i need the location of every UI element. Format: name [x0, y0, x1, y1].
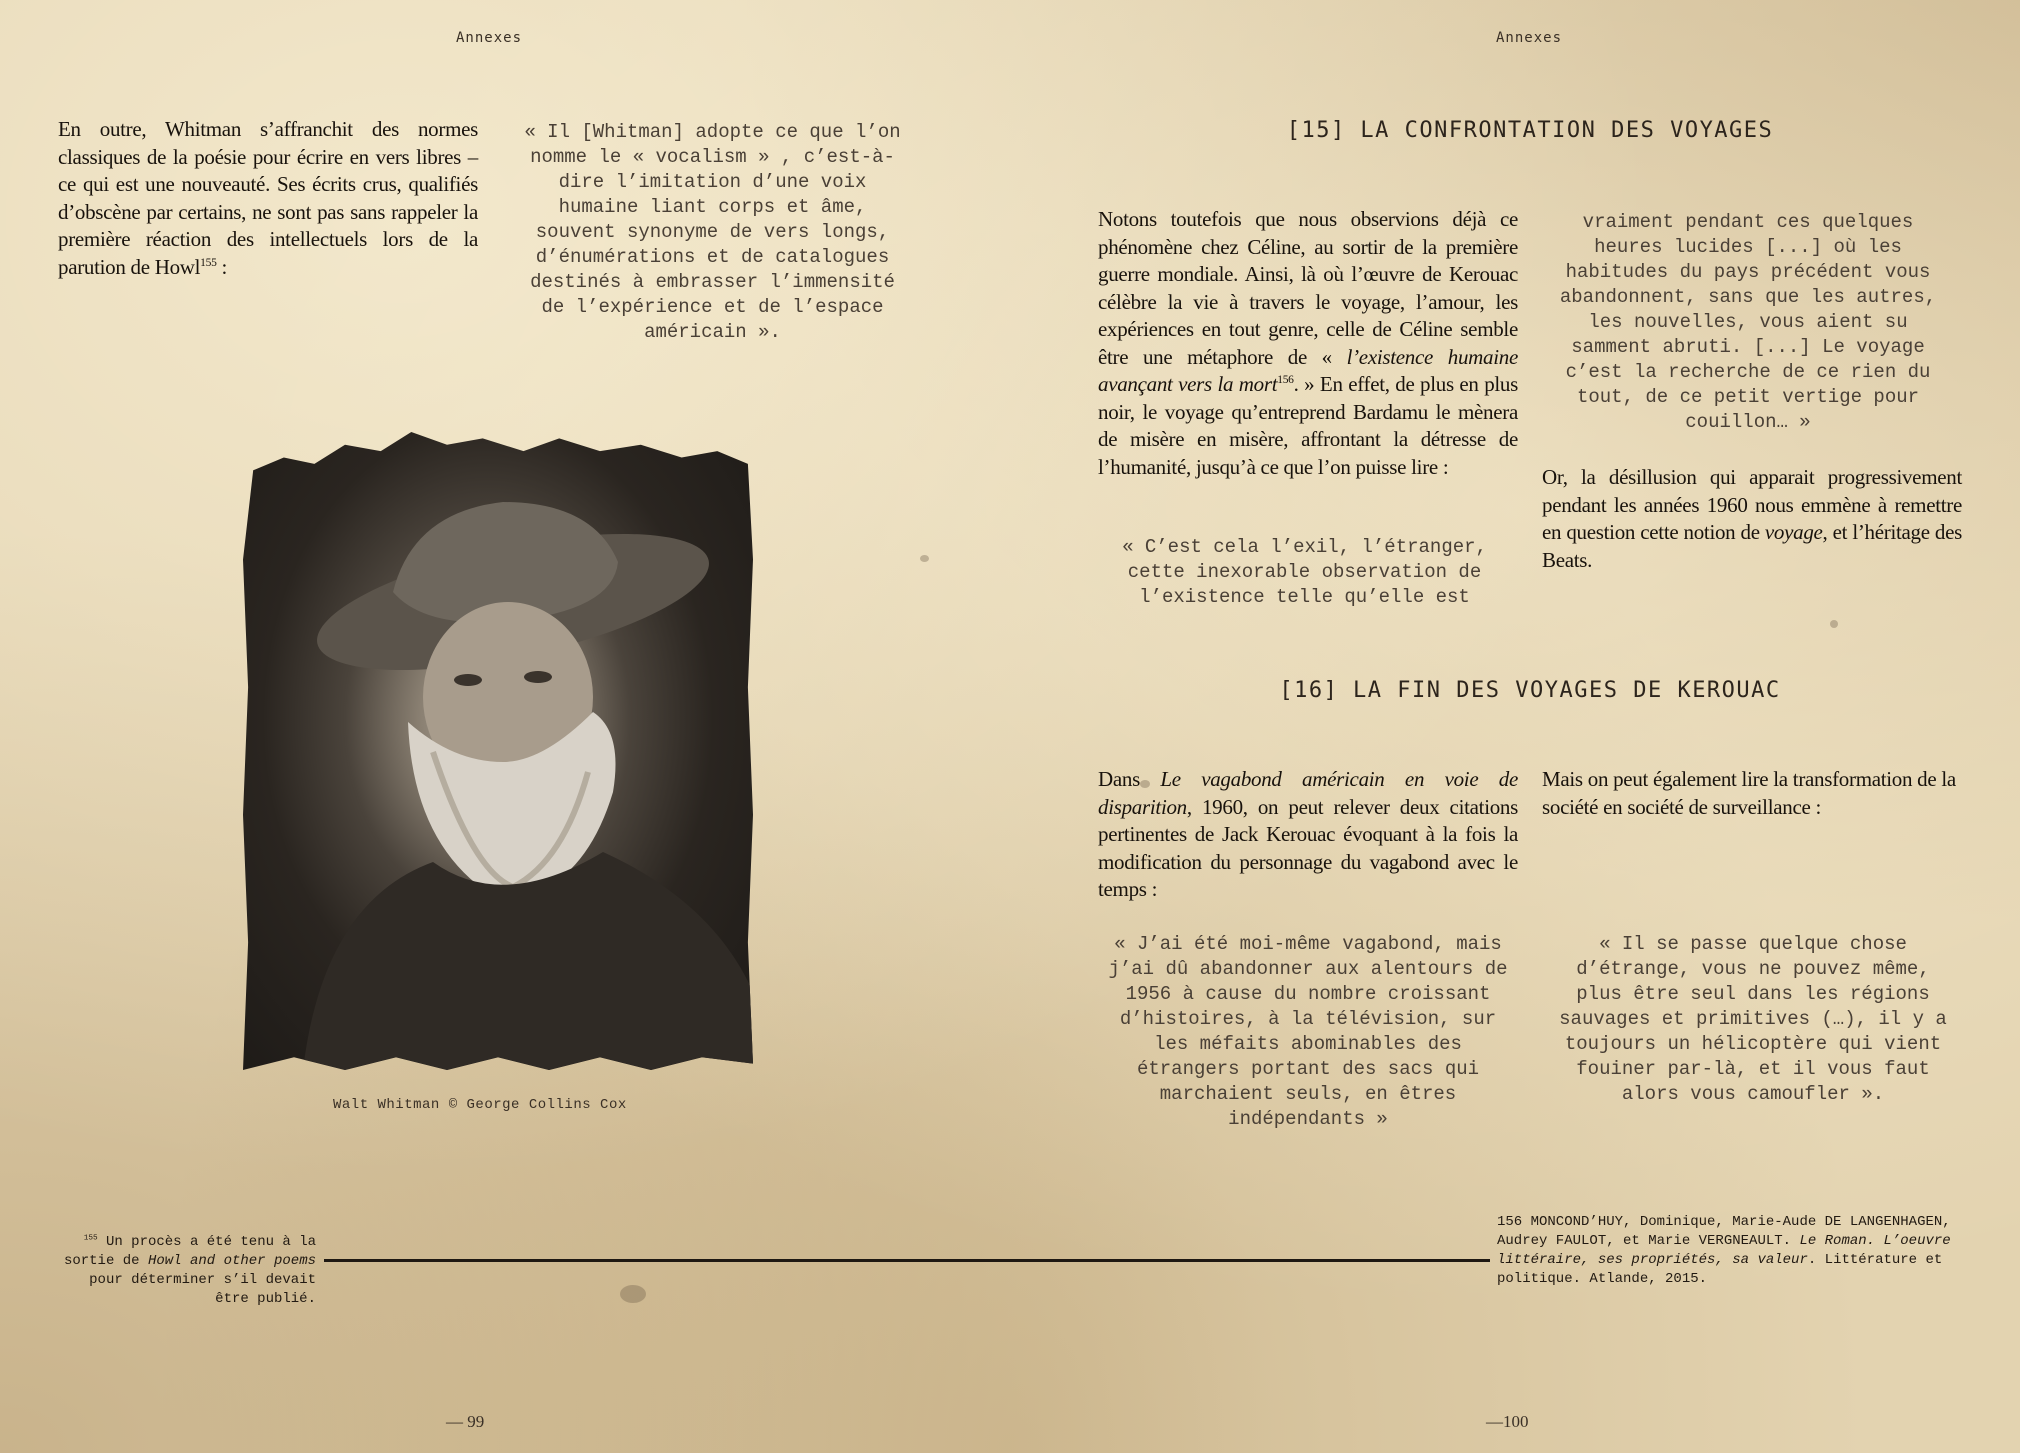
- footnote-divider: [324, 1259, 1490, 1262]
- s16-text-a-start: Dans: [1098, 767, 1161, 791]
- paper-speck: [920, 555, 929, 562]
- page-number-right: —100: [1486, 1412, 1529, 1431]
- celine-quote-part-1: « C’est cela l’exil, l’étranger, cette inexorable observation de l’existence telle qu’elle est: [1122, 536, 1487, 608]
- s15-text-b: Or, la désillusion qui apparait progressivement pendant les années 1960 nous emmène à remettre en question cette notion de: [1542, 465, 1962, 544]
- footnote-155: [58, 1233, 316, 1309]
- footnote-156-title: Le Roman. L’oeuvre littéraire, ses propriétés, sa valeur: [1497, 1233, 1951, 1268]
- footnote-156-text-b: . Littérature et politique. Atlande, 2015.: [1497, 1252, 1943, 1287]
- running-head-right: Annexes: [1496, 30, 1563, 46]
- footnote-156: [1497, 1213, 1959, 1289]
- running-head-left: Annexes: [456, 30, 523, 46]
- section-16-paragraph-a: [1098, 766, 1518, 904]
- s15-text-a-end: . » En effet, de plus en plus noir, le voyage qu’entreprend Bardamu le mènera de misère en misère, affrontant la détresse de l’humanité, jusqu’à ce que l’on puisse lire :: [1098, 372, 1518, 479]
- kerouac-quote-1: « J’ai été moi-même vagabond, mais j’ai dû abandonner aux alentours de 1956 à cause du nombre croissant d’histoires, à la télévision, sur les méfaits abominables des étrangers portant des sacs qui marchaient seuls, en êtres indépendants »: [1108, 933, 1508, 1130]
- footnote-155-number: 155: [83, 1234, 98, 1243]
- s16-text-a-end: , 1960, on peut relever deux citations pertinentes de Jack Kerouac évoquant à la fois la modification du personnage du vagabond avec le temps :: [1098, 794, 1518, 901]
- intro-text: En outre, Whitman s’affranchit des normes classiques de la poésie pour écrire en vers libres – ce qui est une nouveauté. Ses écrits crus, qualifiés d’obscène par certains, ne sont pas sans rappeler la première réaction des intellectuels lors de la parution de Howl: [58, 117, 478, 279]
- paper-speck: [620, 1285, 646, 1303]
- whitman-quote: « Il [Whitman] adopte ce que l’on nomme le « vocalism » , c’est-à-dire l’imitation d’une voix humaine liant corps et âme, souvent synonyme de vers longs, d’énumérations et de catalogues destinés à embrasser l’immensité de l’expérience et de l’espace américain ».: [524, 121, 901, 343]
- s15-italic-a: l’existence humaine avançant vers la mort: [1098, 344, 1518, 396]
- celine-quote-part-2: vraiment pendant ces quelques heures lucides [...] où les habitudes du pays précédent vous abandonnent, sans que les autres, les nouvelles, vous aient su samment abruti. [...] Le voyage c’est la recherche de ce rien du tout, de ce petit vertige pour couillon… »: [1559, 211, 1937, 433]
- section-15-paragraph-a: [1098, 206, 1518, 481]
- footnote-155-text-b: pour déterminer s’il devait être publié.: [89, 1272, 316, 1307]
- footnote-156-text-a: 156 MONCOND’HUY, Dominique, Marie-Aude DE LANGENHAGEN, Audrey FAULOT, et Marie VERGNEAULT.: [1497, 1214, 1951, 1249]
- s16-italic-a: Le vagabond américain en voie de disparition: [1098, 767, 1518, 819]
- section-15-paragraph-b: [1542, 464, 1962, 574]
- walt-whitman-photo: [243, 432, 753, 1070]
- portrait-illustration: [243, 432, 753, 1070]
- s15-text-a: Notons toutefois que nous observions déjà ce phénomène chez Céline, au sortir de la première guerre mondiale. Ainsi, là où l’œuvre de Kerouac célèbre la vie à travers le voyage, l’amour, les expériences en tout genre, celle de Céline semble être une métaphore de «: [1098, 207, 1518, 369]
- section-16-paragraph-b: Mais on peut également lire la transformation de la société en société de surveillance :: [1542, 767, 1956, 819]
- footnote-ref-156[interactable]: 156: [1277, 374, 1294, 386]
- intro-paragraph: [58, 116, 478, 281]
- paper-speck: [1830, 620, 1838, 628]
- footnote-ref-155[interactable]: 155: [200, 256, 217, 269]
- footnote-155-title: Howl and other poems: [147, 1253, 316, 1269]
- page-number-left: — 99: [446, 1412, 485, 1431]
- footnote-155-text-a: Un procès a été tenu à la sortie de: [63, 1234, 316, 1269]
- photo-caption: Walt Whitman © George Collins Cox: [333, 1097, 627, 1113]
- section-16-title: [16] LA FIN DES VOYAGES DE KEROUAC: [1279, 678, 1781, 703]
- kerouac-quote-2: « Il se passe quelque chose d’étrange, vous ne pouvez même, plus être seul dans les régions sauvages et primitives (…), il y a toujours un hélicoptère qui vient fouiner par-là, et il vous faut alors vous camoufler ».: [1559, 933, 1947, 1105]
- intro-end: :: [216, 254, 228, 279]
- s15-text-b-end: , et l’héritage des Beats.: [1542, 520, 1962, 572]
- s15-italic-b: voyage: [1764, 520, 1823, 544]
- section-15-title: [15] LA CONFRONTATION DES VOYAGES: [1286, 118, 1774, 143]
